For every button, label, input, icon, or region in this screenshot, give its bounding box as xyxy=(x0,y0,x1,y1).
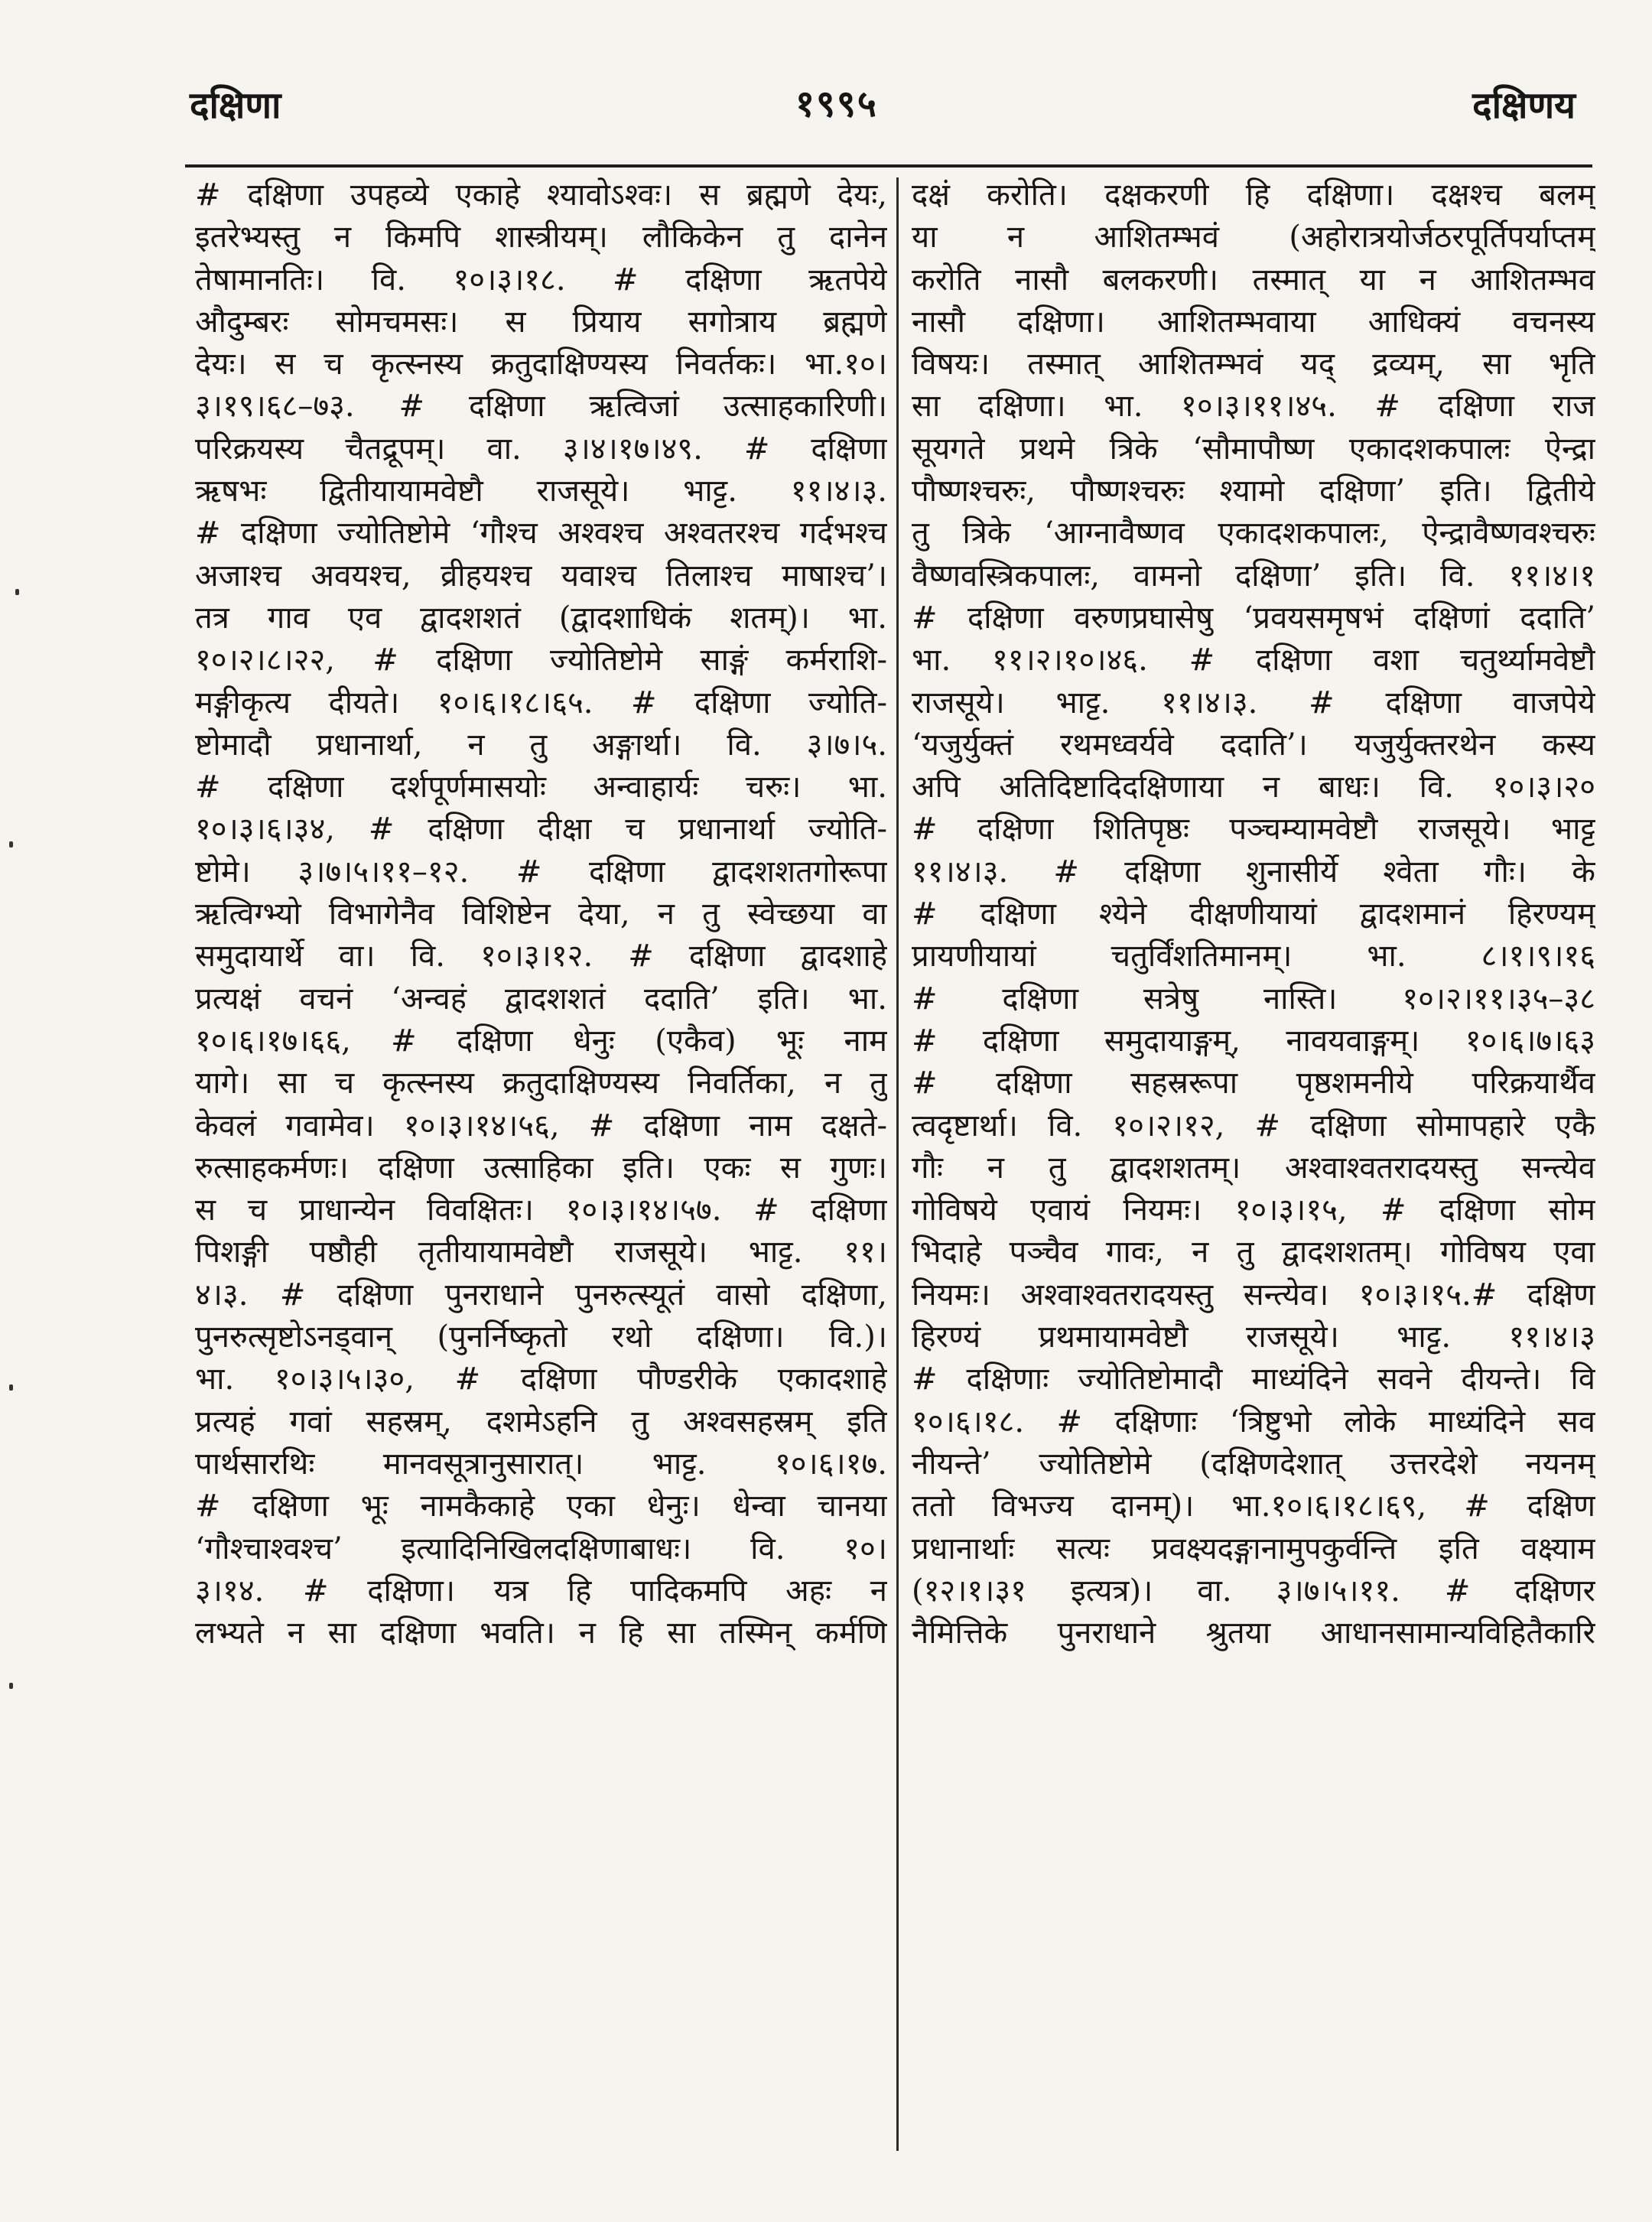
text-line: # दक्षिणा श्येने दीक्षणीयायां द्वादशमानं हिरण्यम् xyxy=(912,896,1595,932)
text-line: ततो विभज्य दानम्)। भा.१०।६।१८।६९, # दक्षिण xyxy=(912,1488,1595,1524)
text-line: पार्थसारथिः मानवसूत्रानुसारात्। भाट्ट. १०।६।१७. xyxy=(195,1446,887,1482)
text-line: प्रधानार्थाः सत्यः प्रवक्ष्यदङ्गानामुपकुर्वन्ति इति वक्ष्याम xyxy=(912,1531,1595,1566)
text-line: # दक्षिणा समुदायाङ्गम्, नावयवाङ्गम्। १०।६।७।६३ xyxy=(912,1023,1595,1059)
text-line: प्रत्यक्षं वचनं ‘अन्वहं द्वादशशतं ददाति’ इति। भा. xyxy=(195,981,887,1017)
page-number: १९९५ xyxy=(795,83,878,125)
text-line: भा. ११।२।१०।४६. # दक्षिणा वशा चतुर्थ्यामवेष्टौ xyxy=(912,643,1595,678)
text-line: # दक्षिणा ज्योतिष्टोमे ‘गौश्च अश्वश्च अश्वतरश्च गर्दभश्च xyxy=(195,516,887,551)
text-line: # दक्षिणा भूः नामकैकाहे एका धेनुः। धेन्वा चानया xyxy=(195,1488,887,1524)
text-line: नैमित्तिके पुनराधाने श्रुतया आधानसामान्यविहितैकारि xyxy=(912,1615,1595,1651)
text-line: # दक्षिणा शितिपृष्ठः पञ्चम्यामवेष्टौ राजसूये। भाट्ट xyxy=(912,812,1595,847)
text-line: पिशङ्गी पष्ठौही तृतीयायामवेष्टौ राजसूये। भाट्ट. ११। xyxy=(195,1235,887,1270)
text-line: विषयः। तस्मात् आशितम्भवं यद् द्रव्यम्, सा भृति xyxy=(912,346,1595,382)
text-line: मङ्गीकृत्य दीयते। १०।६।१८।६५. # दक्षिणा ज्योति- xyxy=(195,685,887,721)
text-line: करोति नासौ बलकरणी। तस्मात् या न आशितम्भव xyxy=(912,262,1595,298)
text-line: # दक्षिणा सहस्ररूपा पृष्ठशमनीये परिक्रयार्थैव xyxy=(912,1065,1595,1101)
text-line: समुदायार्थे वा। वि. १०।३।१२. # दक्षिणा द्वादशाहे xyxy=(195,939,887,974)
text-line: (१२।१।३१ इत्यत्र)। वा. ३।७।५।११. # दक्षिणर xyxy=(912,1573,1595,1609)
text-line: नीयन्ते’ ज्योतिष्टोमे (दक्षिणदेशात् उत्तरदेशे नयनम् xyxy=(912,1446,1595,1482)
text-line: १०।६।१७।६६, # दक्षिणा धेनुः (एकैव) भूः नाम xyxy=(195,1023,887,1059)
right-column xyxy=(912,174,1595,1654)
text-line: लभ्यते न सा दक्षिणा भवति। न हि सा तस्मिन् कर्मणि xyxy=(195,1615,887,1651)
column-divider xyxy=(896,177,899,2151)
text-line: अपि अतिदिष्टादिदक्षिणाया न बाधः। वि. १०।३।२० xyxy=(912,769,1595,805)
text-line: स च प्राधान्येन विवक्षितः। १०।३।१४।५७. # दक्षिणा xyxy=(195,1192,887,1228)
text-line: अजाश्च अवयश्च, व्रीहयश्च यवाश्च तिलाश्च माषाश्च’। xyxy=(195,558,887,594)
text-line: # दक्षिणा दर्शपूर्णमासयोः अन्वाहार्यः चरुः। भा. xyxy=(195,769,887,805)
text-line: तेषामानतिः। वि. १०।३।१८. # दक्षिणा ऋतपेये xyxy=(195,262,887,298)
text-line: केवलं गवामेव। १०।३।१४।५६, # दक्षिणा नाम दक्षते- xyxy=(195,1108,887,1144)
text-line: ४।३. # दक्षिणा पुनराधाने पुनरुत्स्यूतं वासो दक्षिणा, xyxy=(195,1277,887,1313)
text-line: १०।३।६।३४, # दक्षिणा दीक्षा च प्रधानार्था ज्योति- xyxy=(195,812,887,847)
text-line: परिक्रयस्य चैतद्रूपम्। वा. ३।४।१७।४९. # दक्षिणा xyxy=(195,431,887,467)
margin-mark xyxy=(9,1384,13,1391)
text-line: ऋषभः द्वितीयायामवेष्टौ राजसूये। भाट्ट. ११।४।३. xyxy=(195,473,887,509)
margin-mark xyxy=(15,589,19,595)
text-line: देयः। स च कृत्स्नस्य क्रतुदाक्षिण्यस्य निवर्तकः। भा.१०। xyxy=(195,346,887,382)
text-line: पुनरुत्सृष्टोऽनड्वान् (पुनर्निष्कृतो रथो दक्षिणा। वि.)। xyxy=(195,1319,887,1355)
text-line: तु त्रिके ‘आग्नावैष्णव एकादशकपालः, ऐन्द्रावैष्णवश्चरुः xyxy=(912,516,1595,551)
text-line: # दक्षिणाः ज्योतिष्टोमादौ माध्यंदिने सवने दीयन्ते। वि xyxy=(912,1362,1595,1397)
page-header xyxy=(0,0,1652,153)
header-right-word: दक्षिणय xyxy=(1472,84,1576,127)
text-line: प्रत्यहं गवां सहस्रम्, दशमेऽहनि तु अश्वसहस्रम् इति xyxy=(195,1404,887,1440)
margin-mark xyxy=(9,1683,13,1689)
text-line: ऋत्विग्भ्यो विभागेनैव विशिष्टेन देया, न तु स्वेच्छया वा xyxy=(195,896,887,932)
text-line: ष्टोमादौ प्रधानार्था, न तु अङ्गार्था। वि. ३।७।५. xyxy=(195,727,887,763)
header-left-word: दक्षिणा xyxy=(190,84,281,127)
text-line: औदुम्बरः सोमचमसः। स प्रियाय सगोत्राय ब्रह्मणे xyxy=(195,304,887,340)
text-line: सा दक्षिणा। भा. १०।३।११।४५. # दक्षिणा राज xyxy=(912,389,1595,425)
text-line: गोविषये एवायं नियमः। १०।३।१५, # दक्षिणा सोम xyxy=(912,1192,1595,1228)
text-line: ष्टोमे। ३।७।५।११–१२. # दक्षिणा द्वादशशतगोरूपा xyxy=(195,854,887,890)
text-line: यागे। सा च कृत्स्नस्य क्रतुदाक्षिण्यस्य निवर्तिका, न तु xyxy=(195,1065,887,1101)
left-column xyxy=(195,174,887,1654)
text-line: # दक्षिणा वरुणप्रघासेषु ‘प्रवयसमृषभं दक्षिणां ददाति’ xyxy=(912,600,1595,636)
text-line: # दक्षिणा उपहव्ये एकाहे श्यावोऽश्वः। स ब्रह्मणे देयः, xyxy=(195,177,887,213)
text-line: तत्र गाव एव द्वादशशतं (द्वादशाधिकं शतम्)। भा. xyxy=(195,600,887,636)
text-line: ‘गौश्चाश्वश्च’ इत्यादिनिखिलदक्षिणाबाधः। वि. १०। xyxy=(195,1531,887,1566)
text-line: भिदाहे पञ्चैव गावः, न तु द्वादशशतम्। गोविषय एवा xyxy=(912,1235,1595,1270)
text-line: # दक्षिणा सत्रेषु नास्ति। १०।२।११।३५–३८ xyxy=(912,981,1595,1017)
text-line: हिरण्यं प्रथमायामवेष्टौ राजसूये। भाट्ट. ११।४।३ xyxy=(912,1319,1595,1355)
text-line: १०।२।८।२२, # दक्षिणा ज्योतिष्टोमे साङ्गं कर्मराशि- xyxy=(195,643,887,678)
text-line: रुत्साहकर्मणः। दक्षिणा उत्साहिका इति। एकः स गुणः। xyxy=(195,1150,887,1186)
text-line: ‘यजुर्युक्तं रथमध्वर्यवे ददाति’। यजुर्युक्तरथेन कस्य xyxy=(912,727,1595,763)
text-line: नासौ दक्षिणा। आशितम्भवाया आधिक्यं वचनस्य xyxy=(912,304,1595,340)
text-line: गौः न तु द्वादशशतम्। अश्वाश्वतरादयस्तु सन्त्येव xyxy=(912,1150,1595,1186)
text-line: ३।१९।६८–७३. # दक्षिणा ऋत्विजां उत्साहकारिणी। xyxy=(195,389,887,425)
header-rule xyxy=(185,164,1592,168)
text-line: राजसूये। भाट्ट. ११।४।३. # दक्षिणा वाजपेये xyxy=(912,685,1595,721)
text-line: ११।४।३. # दक्षिणा शुनासीर्ये श्वेता गौः। के xyxy=(912,854,1595,890)
text-line: नियमः। अश्वाश्वतरादयस्तु सन्त्येव। १०।३।१५.# दक्षिण xyxy=(912,1277,1595,1313)
text-line: वैष्णवस्त्रिकपालः, वामनो दक्षिणा’ इति। वि. ११।४।१ xyxy=(912,558,1595,594)
margin-mark xyxy=(9,841,13,847)
text-line: भा. १०।३।५।३०, # दक्षिणा पौण्डरीके एकादशाहे xyxy=(195,1362,887,1397)
text-line: इतरेभ्यस्तु न किमपि शास्त्रीयम्। लौकिकेन तु दानेन xyxy=(195,220,887,255)
text-line: सूयगते प्रथमे त्रिके ‘सौमापौष्ण एकादशकपालः ऐन्द्रा xyxy=(912,431,1595,467)
text-line: पौष्णश्चरुः, पौष्णश्चरुः श्यामो दक्षिणा’ इति। द्वितीये xyxy=(912,473,1595,509)
text-line: त्वदृष्टार्था। वि. १०।२।१२, # दक्षिणा सोमापहारे एकै xyxy=(912,1108,1595,1144)
text-line: प्रायणीयायां चतुर्विंशतिमानम्। भा. ८।१।९।१६ xyxy=(912,939,1595,974)
text-line: या न आशितम्भवं (अहोरात्रयोर्जठरपूर्तिपर्याप्तम् xyxy=(912,220,1595,255)
text-line: दक्षं करोति। दक्षकरणी हि दक्षिणा। दक्षश्च बलम् xyxy=(912,177,1595,213)
text-line: ३।१४. # दक्षिणा। यत्र हि पादिकमपि अहः न xyxy=(195,1573,887,1609)
text-line: १०।६।१८. # दक्षिणाः ‘त्रिष्टुभो लोके माध्यंदिने सव xyxy=(912,1404,1595,1440)
